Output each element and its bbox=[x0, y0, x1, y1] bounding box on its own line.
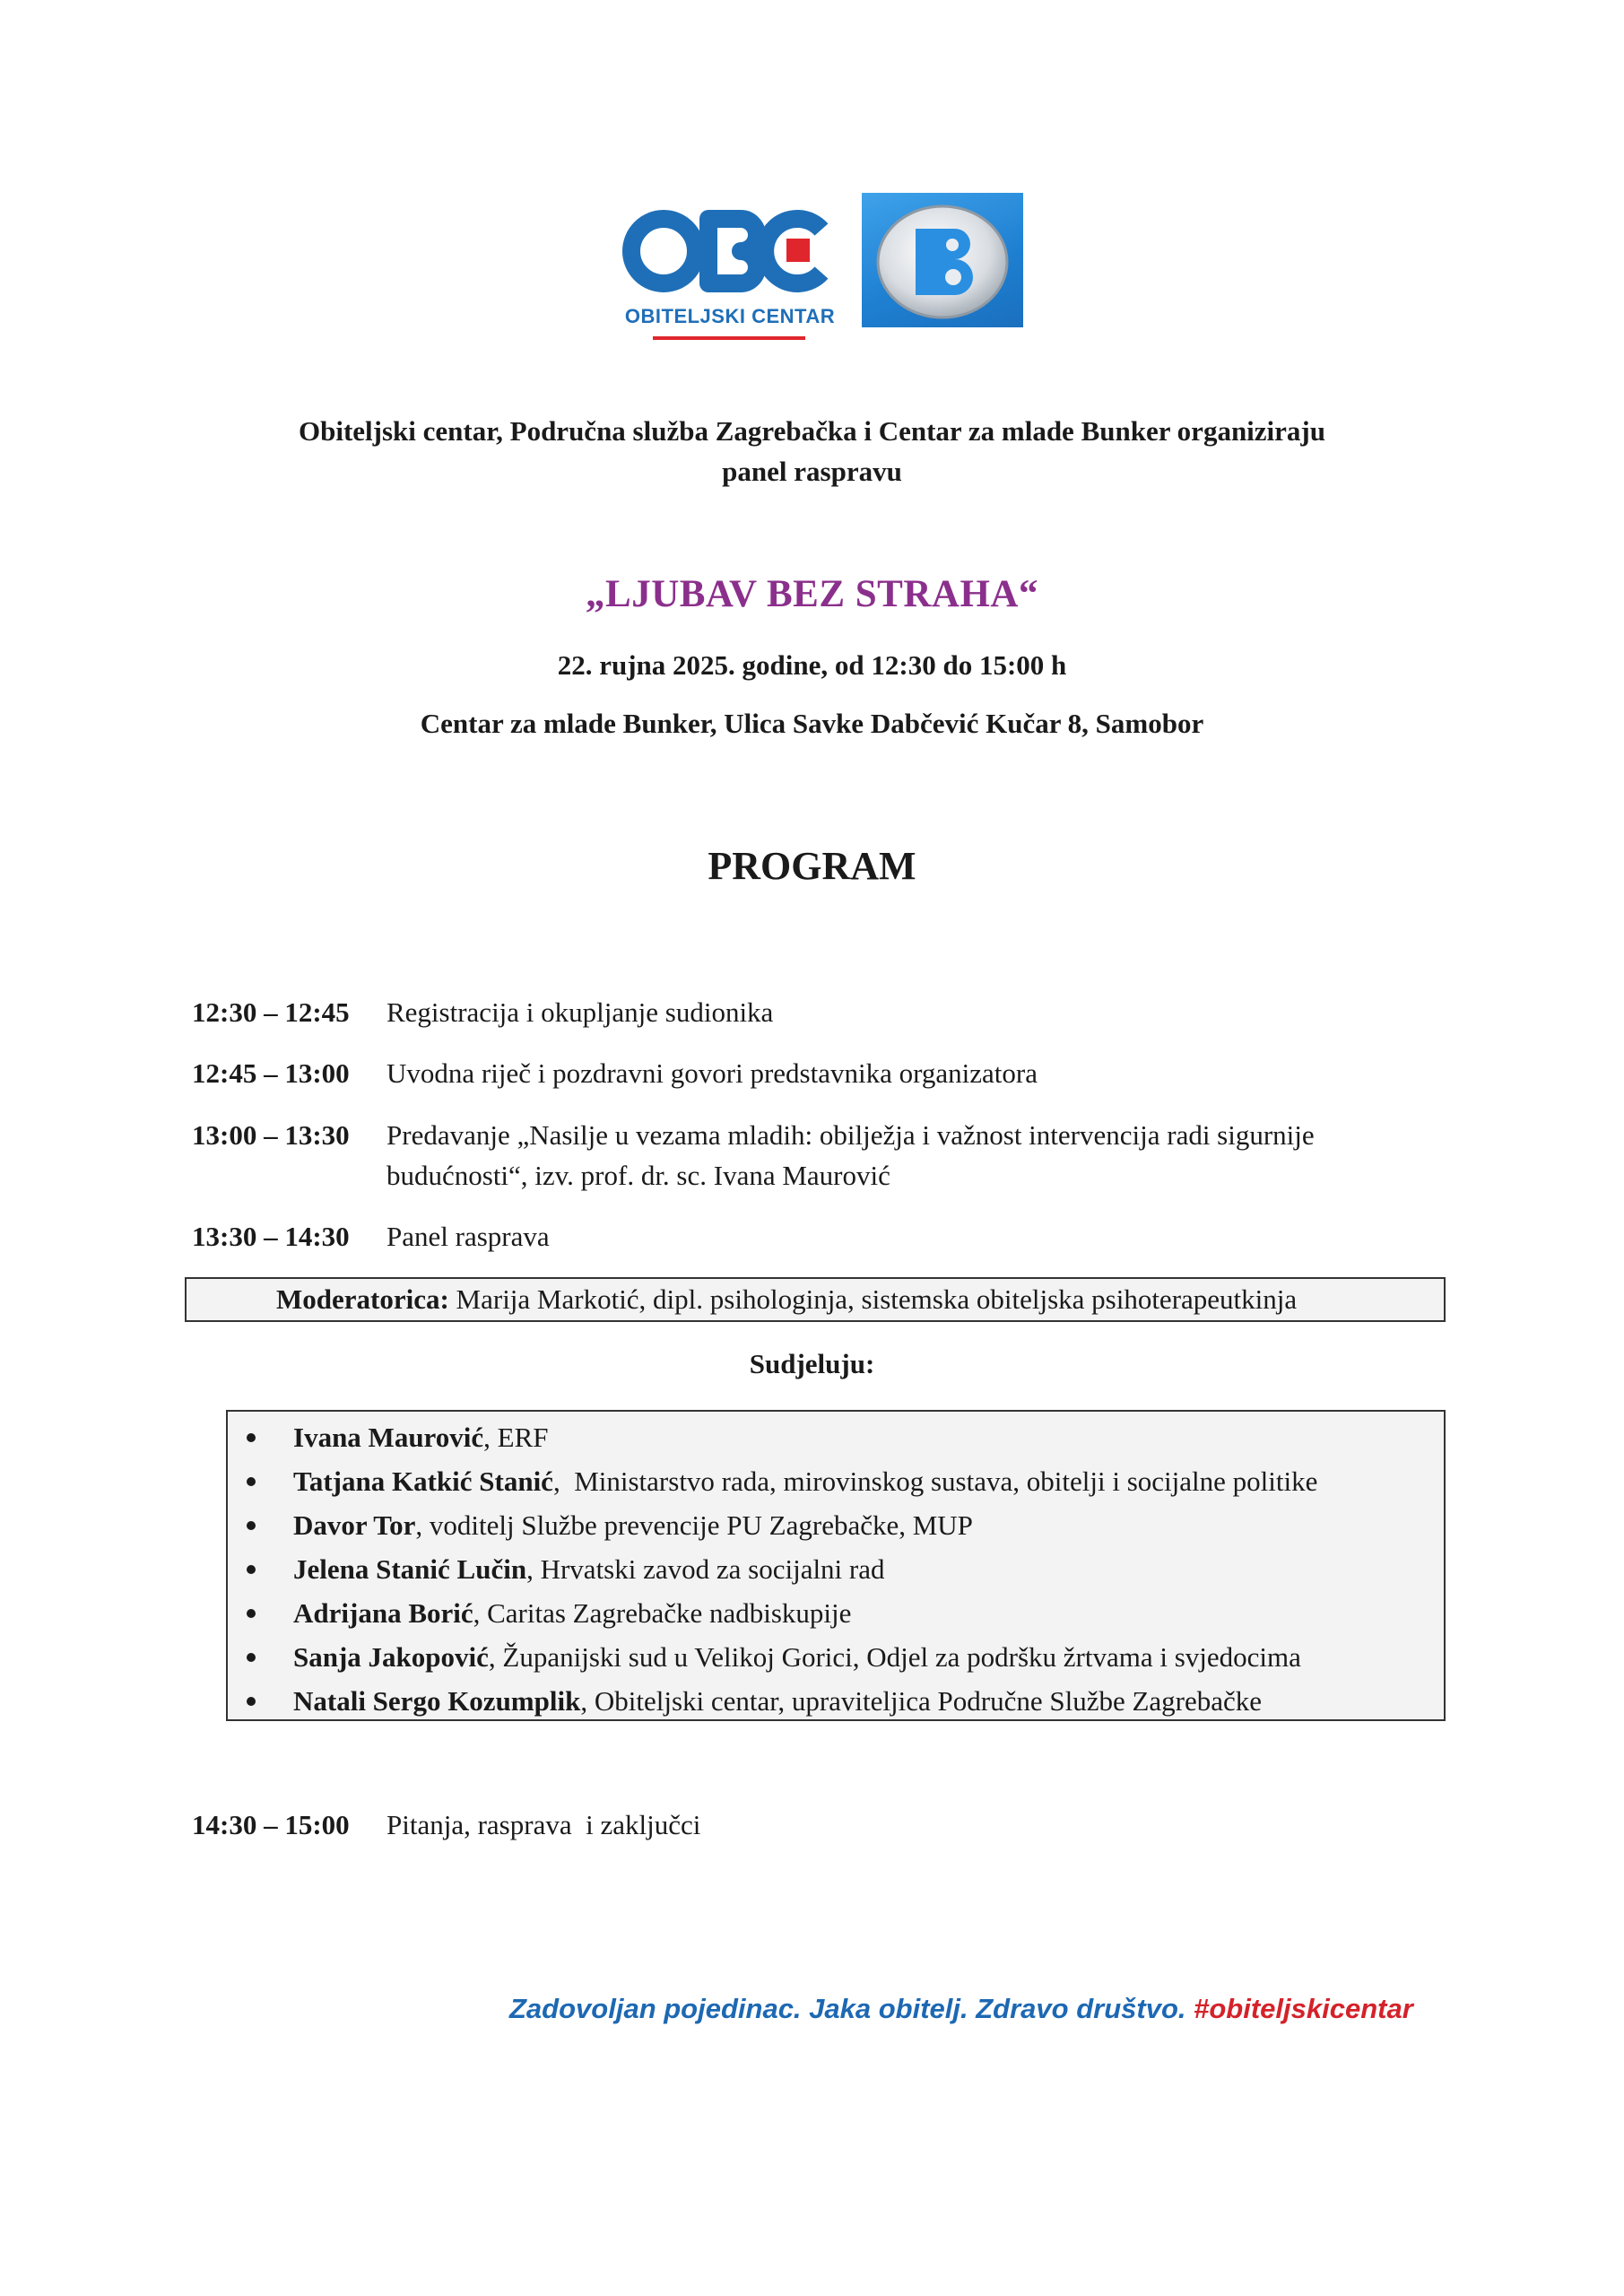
bullet-icon bbox=[247, 1609, 256, 1618]
participant-name: Jelena Stanić Lučin bbox=[293, 1553, 527, 1585]
obc-underline bbox=[653, 336, 805, 340]
program-item-time: 14:30 – 15:00 bbox=[192, 1809, 350, 1840]
program-item-desc: Pitanja, rasprava i zaključci bbox=[386, 1809, 701, 1840]
moderator-label: Moderatorica: bbox=[276, 1283, 449, 1315]
moderator-text: Marija Markotić, dipl. psihologinja, sistemska obiteljska psihoterapeutkinja bbox=[448, 1283, 1298, 1315]
participant-role: , Caritas Zagrebačke nadbiskupije bbox=[473, 1597, 852, 1629]
participant-role: , Ministarstvo rada, mirovinskog sustava, obitelji i socijalne politike bbox=[552, 1465, 1318, 1497]
participant-name: Natali Sergo Kozumplik bbox=[293, 1685, 581, 1717]
intro-text bbox=[0, 411, 1624, 491]
list-item bbox=[228, 1415, 1444, 1459]
program-item-desc: Predavanje „Nasilje u vezama mladih: obilježja i važnost intervencija radi sigurnije budućnosti“, izv. prof. dr. sc. Ivana Maurović bbox=[386, 1119, 1315, 1191]
participant-name: Davor Tor bbox=[293, 1509, 416, 1541]
participant-name: Tatjana Katkić Stanić bbox=[293, 1465, 553, 1497]
event-venue: Centar za mlade Bunker, Ulica Savke Dabčević Kučar 8, Samobor bbox=[420, 708, 1204, 739]
bullet-icon bbox=[247, 1565, 256, 1574]
program-item-desc: Panel rasprava bbox=[386, 1221, 550, 1252]
obc-letters-graphic bbox=[622, 206, 838, 296]
footer-slogan bbox=[509, 1993, 1433, 2025]
hashtag-link[interactable]: #obiteljskicentar bbox=[1194, 1993, 1413, 2024]
bunker-b-graphic bbox=[862, 193, 1023, 327]
participant-role: , voditelj Službe prevencije PU Zagrebačke, MUP bbox=[415, 1509, 973, 1541]
logo-header bbox=[0, 190, 1624, 329]
program-item-desc: Registracija i okupljanje sudionika bbox=[386, 996, 774, 1028]
obc-caption: OBITELJSKI CENTAR bbox=[624, 305, 836, 327]
participant-name: Adrijana Borić bbox=[293, 1597, 473, 1629]
participants-heading: Sudjeluju: bbox=[749, 1348, 875, 1379]
bullet-icon bbox=[247, 1477, 256, 1486]
program-item-desc: Uvodna riječ i pozdravni govori predstavnika organizatora bbox=[386, 1057, 1038, 1089]
program-item-time: 12:45 – 13:00 bbox=[192, 1057, 350, 1089]
moderator-box bbox=[185, 1277, 1446, 1322]
bullet-icon bbox=[247, 1433, 256, 1442]
list-item bbox=[228, 1591, 1444, 1635]
participant-role: , Hrvatski zavod za socijalni rad bbox=[526, 1553, 885, 1585]
list-item bbox=[228, 1679, 1444, 1723]
participant-role: , ERF bbox=[483, 1422, 549, 1453]
obiteljski-centar-logo bbox=[622, 206, 838, 334]
event-title: „LJUBAV BEZ STRAHA“ bbox=[586, 573, 1038, 615]
participant-name: Ivana Maurović bbox=[293, 1422, 484, 1453]
intro-line-2: panel raspravu bbox=[722, 456, 902, 487]
list-item bbox=[228, 1547, 1444, 1591]
program-item-time: 12:30 – 12:45 bbox=[192, 996, 350, 1028]
intro-line-1: Obiteljski centar, Područna služba Zagrebačka i Centar za mlade Bunker organiziraju bbox=[298, 415, 1325, 447]
list-item bbox=[228, 1459, 1444, 1503]
slogan-text: Zadovoljan pojedinac. Jaka obitelj. Zdravo društvo. bbox=[509, 1993, 1194, 2024]
program-item-time: 13:00 – 13:30 bbox=[192, 1119, 350, 1151]
participant-role: , Županijski sud u Velikoj Gorici, Odjel za podršku žrtvama i svjedocima bbox=[488, 1641, 1301, 1673]
bullet-icon bbox=[247, 1697, 256, 1706]
bullet-icon bbox=[247, 1653, 256, 1662]
bullet-icon bbox=[247, 1521, 256, 1530]
event-date: 22. rujna 2025. godine, od 12:30 do 15:00 h bbox=[557, 649, 1067, 681]
participants-list bbox=[226, 1410, 1446, 1721]
list-item bbox=[228, 1503, 1444, 1547]
bunker-logo bbox=[862, 193, 1023, 327]
participant-name: Sanja Jakopović bbox=[293, 1641, 489, 1673]
list-item bbox=[228, 1635, 1444, 1679]
program-item-time: 13:30 – 14:30 bbox=[192, 1221, 350, 1252]
participant-role: , Obiteljski centar, upraviteljica Područne Službe Zagrebačke bbox=[580, 1685, 1263, 1717]
program-heading: PROGRAM bbox=[708, 844, 916, 888]
